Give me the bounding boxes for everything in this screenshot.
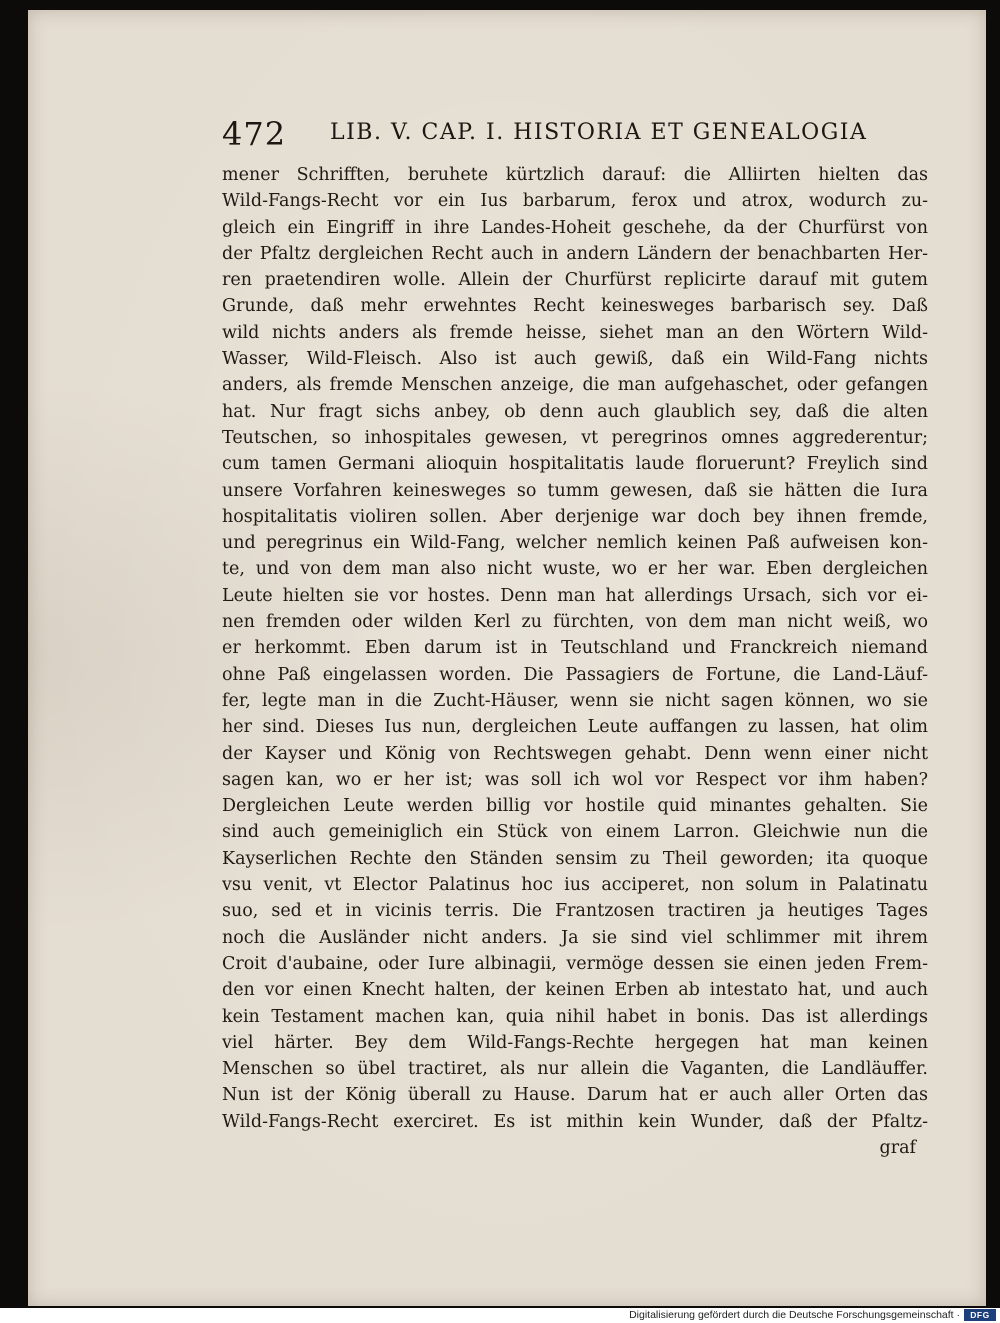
text-line: anders, als fremde Menschen anzeige, die man aufgehaschet, oder gefangen xyxy=(222,375,928,396)
text-line: den vor einen Knecht halten, der keinen Erben ab intestato hat, und auch xyxy=(222,980,928,1001)
text-line: Wild-Fangs-Recht exerciret. Es ist mithin kein Wunder, daß der Pfaltz- xyxy=(222,1111,928,1132)
text-line: ohne Paß eingelassen worden. Die Passagiers de Fortune, die Land-Läuf- xyxy=(222,664,928,685)
footer-bar xyxy=(0,1308,1000,1323)
text-line: er herkommt. Eben darum ist in Teutschland und Franckreich niemand xyxy=(222,638,928,659)
text-line: her sind. Dieses Ius nun, dergleichen Leute auffangen zu lassen, hat olim xyxy=(222,717,928,738)
text-line: der Kayser und König von Rechtswegen gehabt. Denn wenn einer nicht xyxy=(222,743,928,764)
text-line: kein Testament machen kan, quia nihil habet in bonis. Das ist allerdings xyxy=(222,1006,928,1027)
text-line: gleich ein Eingriff in ihre Landes-Hoheit geschehe, da der Churfürst von xyxy=(222,217,928,238)
text-line: fer, legte man in die Zucht-Häuser, wenn sie nicht sagen können, wo sie xyxy=(222,690,928,711)
catchword: graf xyxy=(879,1137,916,1158)
text-line: Menschen so übel tractiret, als nur allein die Vaganten, die Landläuffer. xyxy=(222,1059,928,1080)
body-text xyxy=(222,162,928,1161)
text-line: Grunde, daß mehr erwehntes Recht keinesweges barbarisch sey. Daß xyxy=(222,296,928,317)
running-head: LIB. V. CAP. I. HISTORIA ET GENEALOGIA xyxy=(330,120,868,145)
text-line: Teutschen, so inhospitales gewesen, vt peregrinos omnes aggrederentur; xyxy=(222,427,928,448)
text-line: unsere Vorfahren keinesweges so tumm gewesen, daß sie hätten die Iura xyxy=(222,480,928,501)
text-line: der Pfaltz dergleichen Recht auch in andern Ländern der benachbarten Her- xyxy=(222,243,928,264)
text-line: wild nichts anders als fremde heisse, siehet man an den Wörtern Wild- xyxy=(222,322,928,343)
text-line: Wasser, Wild-Fleisch. Also ist auch gewiß, daß ein Wild-Fang nichts xyxy=(222,349,928,370)
text-line: sagen kan, wo er her ist; was soll ich wol vor Respect vor ihm haben? xyxy=(222,769,928,790)
text-line: vsu venit, vt Elector Palatinus hoc ius acciperet, non solum in Palatinatu xyxy=(222,875,928,896)
text-line: suo, sed et in vicinis terris. Die Frantzosen tractiren ja heutiges Tages xyxy=(222,901,928,922)
text-line: ren praetendiren wolle. Allein der Churfürst replicirte darauf mit gutem xyxy=(222,270,928,291)
text-line: te, und von dem man also nicht wuste, wo er her war. Eben dergleichen xyxy=(222,559,928,580)
text-line: sind auch gemeiniglich ein Stück von einem Larron. Gleichwie nun die xyxy=(222,822,928,843)
text-line: noch die Ausländer nicht anders. Ja sie sind viel schlimmer mit ihrem xyxy=(222,927,928,948)
text-line: nen fremden oder wilden Kerl zu fürchten, von dem man nicht weiß, wo xyxy=(222,612,928,633)
text-line: cum tamen Germani alioquin hospitalitatis laude floruerunt? Freylich sind xyxy=(222,454,928,475)
text-line: Dergleichen Leute werden billig vor hostile quid minantes gehalten. Sie xyxy=(222,796,928,817)
text-line: Leute hielten sie vor hostes. Denn man hat allerdings Ursach, sich vor ei- xyxy=(222,585,928,606)
text-line: Wild-Fangs-Recht vor ein Ius barbarum, ferox und atrox, wodurch zu- xyxy=(222,191,928,212)
text-line: Croit d'aubaine, oder Iure albinagii, vermöge dessen sie einen jeden Frem- xyxy=(222,953,928,974)
text-line: hospitalitatis violiren sollen. Aber derjenige war doch bey ihnen fremde, xyxy=(222,506,928,527)
text-line: Nun ist der König überall zu Hause. Darum hat er auch aller Orten das xyxy=(222,1085,928,1106)
text-line: und peregrinus ein Wild-Fang, welcher nemlich keinen Paß aufweisen kon- xyxy=(222,533,928,554)
text-line: mener Schrifften, beruhete kürtzlich darauf: die Alliirten hielten das xyxy=(222,165,928,185)
text-line: Kayserlichen Rechte den Ständen sensim zu Theil geworden; ita quoque xyxy=(222,848,928,869)
text-line: viel härter. Bey dem Wild-Fangs-Rechte hergegen hat man keinen xyxy=(222,1032,928,1053)
funding-credit: Digitalisierung gefördert durch die Deutsche Forschungsgemeinschaft · xyxy=(629,1309,960,1321)
text-line: hat. Nur fragt sichs anbey, ob denn auch glaublich sey, daß die alten xyxy=(222,401,928,422)
page-number: 472 xyxy=(222,115,287,153)
page-header xyxy=(222,115,868,155)
dfg-logo: DFG xyxy=(964,1309,996,1321)
